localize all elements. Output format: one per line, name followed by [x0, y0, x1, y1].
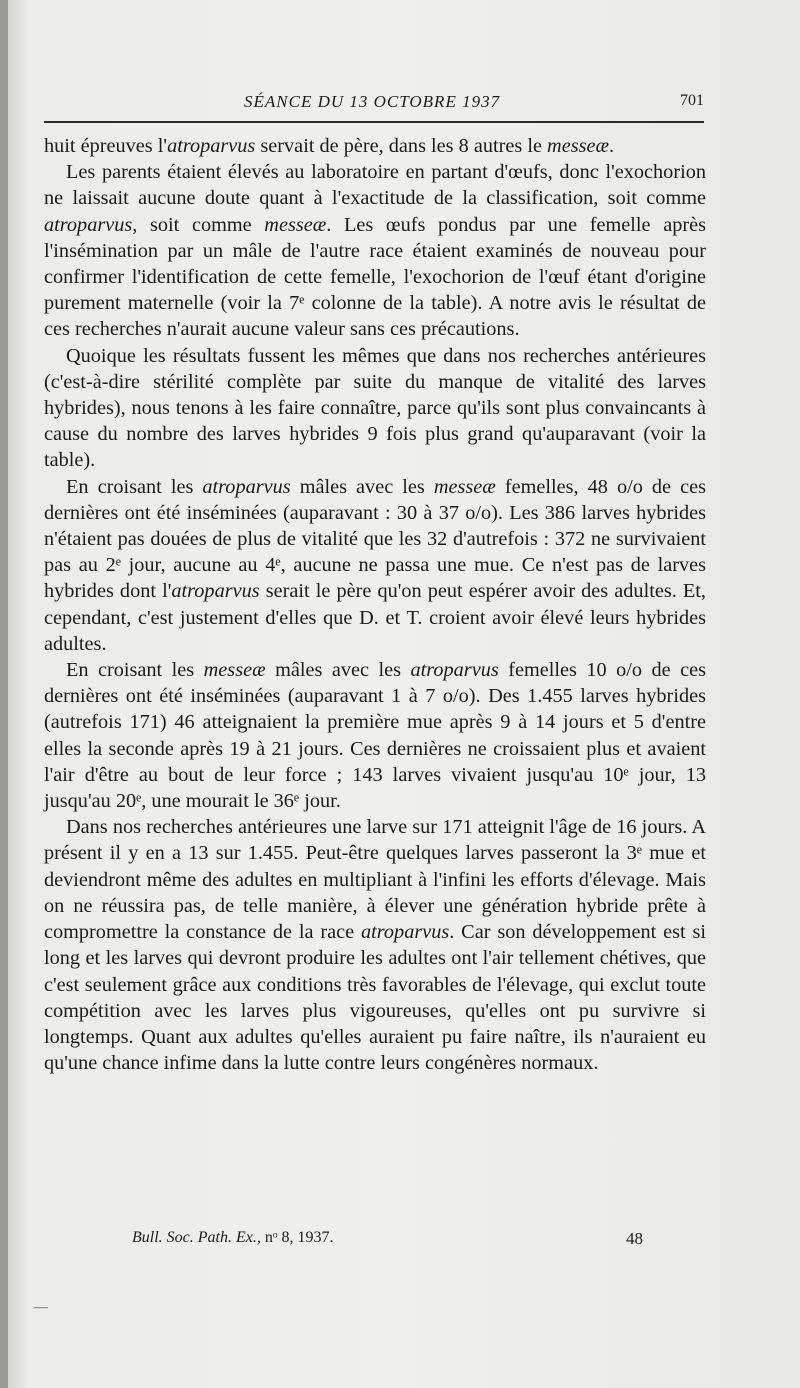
text-run: serait le père qu'on peut espérer avoir des adultes. Et, cependant, c'est justement d'elles que D. et T. croient avoir élevé leurs hybrides adultes. — [44, 580, 706, 655]
italic-term: atroparvus — [361, 921, 450, 944]
page-number: 701 — [680, 92, 704, 109]
text-run: femelles, 48 o/o de ces dernières ont été inséminées (auparavant : 30 à 37 o/o). Les 386 larves hybrides n'étaient pas douées de plus de vitalité que les 32 d'autrefois : 372 ne survivaient pas au 2ᵉ jour, aucune au 4ᵉ, aucune ne passa une mue. Ce n'est pas de larves hybrides dont l' — [44, 475, 706, 603]
text-run: . — [609, 135, 615, 157]
text-run: Quoique les résultats fussent les mêmes que dans nos recherches antérieures (c'est-à-dire stérilité complète par suite du manque de vitalité des larves hybrides), nous tenons à les faire connaître, parce qu'ils sont plus convaincants à cause du nombre des larves hybrides 9 fois plus grand qu'auparavant (voir la table). — [44, 344, 706, 472]
body-text — [44, 133, 706, 1076]
text-run: femelles 10 o/o de ces dernières ont été inséminées (auparavant 1 à 7 o/o). Des 1.455 larves hybrides (autrefois 171) 46 atteignaient la première mue après 9 à 14 jours et 5 d'entre elles la seconde après 19 à 21 jours. Ces dernières ne croissaient plus et avaient l'air d'être au bout de leur force ; 143 larves vivaient jusqu'au 10ᵉ jour, 13 jusqu'au 20ᵉ, une mourait le 36ᵉ jour. — [44, 659, 706, 813]
text-run: En croisant les — [66, 475, 203, 498]
text-run: mâles avec les — [290, 475, 434, 498]
paragraph — [44, 343, 706, 474]
text-run: servait de père, dans les 8 autres le — [255, 135, 548, 157]
signature-mark: 48 — [626, 1229, 643, 1248]
paragraph — [44, 657, 706, 814]
text-run: , soit comme — [132, 213, 265, 236]
text-run: Dans nos recherches antérieures une larve sur 171 atteignit l'âge de 16 jours. A présent il y en a 13 sur 1.455. Peut-être quelques larves passeront la 3ᵉ mue et deviendront même des adultes en multipliant à l'infini les efforts d'élevage. Mais on ne réussira pas, de telle manière, à élever une génération hybride prête à compromettre la constance de la race — [44, 816, 706, 944]
page-spine-shadow — [0, 0, 8, 1388]
paragraph — [44, 133, 706, 159]
italic-term: messeæ — [264, 213, 327, 236]
italic-term: atroparvus — [167, 135, 256, 157]
paragraph — [44, 814, 706, 1076]
journal-citation — [132, 1229, 333, 1247]
text-run: . Car son développement est si long et les larves qui devront produire les adultes ont l'air tellement chétives, que c'est seulement grâce aux conditions très favorables de l'élevage, qui exclut toute compétition avec les larves plus vigoureuses, qu'elles ont pu survivre si longtemps. Quant aux adultes qu'elles auraient pu faire naître, ils n'auraient eu qu'une chance infime dans la lutte contre leurs congénères normaux. — [44, 921, 706, 1075]
page-header — [44, 92, 704, 118]
italic-term: messeæ — [433, 475, 496, 498]
running-title: SÉANCE DU 13 OCTOBRE 1937 — [244, 92, 501, 111]
italic-term: messeæ — [203, 659, 266, 682]
italic-term: atroparvus — [171, 580, 260, 603]
italic-term: messeæ — [547, 135, 610, 157]
paragraph — [44, 159, 706, 342]
page-footer — [44, 1229, 704, 1253]
journal-citation-title: Bull. Soc. Path. Ex., — [132, 1229, 261, 1246]
text-run: Les parents étaient élevés au laboratoire en partant d'œufs, donc l'exochorion ne laissait aucune doute quant à l'exactitude de la classification, soit comme — [44, 161, 706, 210]
italic-term: atroparvus — [410, 659, 499, 682]
text-run: mâles avec les — [265, 659, 411, 682]
italic-term: atroparvus — [44, 213, 133, 236]
margin-mark: — — [34, 1300, 48, 1315]
journal-citation-issue: nᵒ 8, 1937. — [260, 1229, 334, 1246]
paragraph — [44, 474, 706, 657]
italic-term: atroparvus — [202, 475, 291, 498]
text-run: . Les œufs pondus par une femelle après l'insémination par un mâle de l'autre race étaient examinés de nouveau pour confirmer l'identification de cette femelle, l'exochorion de l'œuf étant d'origine purement maternelle (voir la 7ᵉ colonne de la table). A notre avis le résultat de ces recherches n'aurait aucune valeur sans ces précautions. — [44, 213, 706, 341]
text-run: huit épreuves l' — [44, 135, 168, 157]
text-run: En croisant les — [66, 659, 204, 682]
header-rule — [44, 121, 704, 123]
